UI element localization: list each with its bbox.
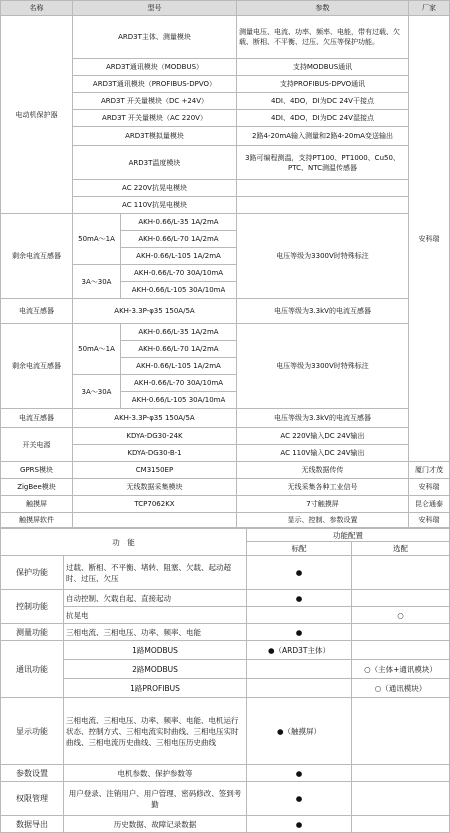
standard-dot: ● [247,816,352,833]
table-row [1,765,450,782]
product-table-header [1,1,450,16]
table-row [1,624,450,641]
table-row [1,299,450,324]
standard-cell [247,607,352,624]
standard-dot: ● [247,624,352,641]
header-name: 名称 [1,1,73,16]
param-cell: 4DI、4DO，DI为DC 24V干接点 [237,93,409,110]
touchscreen-name: 触摸屏 [1,496,73,513]
optional-cell [352,698,450,765]
vendor-acrel: 安科瑞 [409,16,450,462]
ct-name: 电流互感器 [1,409,73,428]
header-model: 型号 [73,1,237,16]
table-row [1,698,450,765]
standard-dot: ● [247,765,352,782]
model-cell: AKH-0.66/L-70 30A/10mA [121,265,237,282]
comm-desc: 1路MODBUS [64,641,247,660]
software-name: 触摸屏软件 [1,513,73,528]
export-desc: 历史数据、故障记录数据 [64,816,247,833]
model-cell [73,513,237,528]
model-cell: ARD3T 开关量模块（AC 220V） [73,110,237,127]
model-cell: AKH-0.66/L-70 30A/10mA [121,375,237,392]
param-cell: 支持MODBUS通讯 [237,59,409,76]
residual-ct-name: 剩余电流互感器 [1,214,73,299]
optional-cell [352,765,450,782]
standard-dot: ● [247,590,352,607]
model-cell: AKH-0.66/L-105 30A/10mA [121,392,237,409]
table-row [1,428,450,445]
switch-power-name: 开关电源 [1,428,73,462]
model-cell: AKH-0.66/L-105 30A/10mA [121,282,237,299]
param-cell: 测量电压、电流、功率、频率、电能，带有过载、欠载、断相、不平衡、过压、欠压等保护功能。 [237,16,409,59]
model-cell: KDYA-DG30-24K [73,428,237,445]
control-desc: 抗晃电 [64,607,247,624]
protect-name: 保护功能 [1,556,64,590]
model-cell: ARD3T模拟量模块 [73,127,237,146]
optional-cell: ○（主体+通讯模块） [352,660,450,679]
control-desc: 自动控制、欠载自起、直接起动 [64,590,247,607]
param-cell: 电压等级为3300V时特殊标注 [237,214,409,299]
model-cell: KDYA-DG30-B-1 [73,445,237,462]
standard-cell [247,660,352,679]
standard-cell [247,679,352,698]
table-row [1,214,450,231]
gprs-name: GPRS模块 [1,462,73,479]
model-cell: AKH-0.66/L-70 1A/2mA [121,231,237,248]
optional-cell [352,624,450,641]
display-name: 显示功能 [1,698,64,765]
range-cell: 3A～30A [73,265,121,299]
param-setting-name: 参数设置 [1,765,64,782]
comm-name: 通讯功能 [1,641,64,698]
header-optional: 选配 [352,542,450,556]
param-cell: 无线采集各种工业信号 [237,479,409,496]
export-name: 数据导出 [1,816,64,833]
measure-desc: 三相电流、三相电压、功率、频率、电能 [64,624,247,641]
motor-protector-name: 电动机保护器 [1,16,73,214]
table-row [1,513,450,528]
table-row [1,409,450,428]
model-cell: ARD3T通讯模块（PROFIBUS-DPVO） [73,76,237,93]
function-table-header [1,529,450,542]
table-row [1,462,450,479]
model-cell: TCP7062KX [73,496,237,513]
optional-cell [352,816,450,833]
vendor-cell: 安科瑞 [409,479,450,496]
param-cell: 2路4-20mA输入测量和2路4-20mA变送输出 [237,127,409,146]
zigbee-name: ZigBee模块 [1,479,73,496]
param-cell [237,197,409,214]
optional-cell [352,590,450,607]
vendor-cell: 安科瑞 [409,513,450,528]
range-cell: 50mA～1A [73,214,121,265]
model-cell: AC 220V抗晃电模块 [73,180,237,197]
optional-circle: ○ [352,607,450,624]
auth-desc: 用户登录、注销用户、用户管理、密码修改、签到考勤 [64,782,247,816]
optional-cell [352,641,450,660]
display-desc: 三相电流、三相电压、功率、频率、电能、电机运行状态、控制方式、三相电流实时曲线、三相电压实时曲线、三相电流历史曲线、三相电压历史曲线 [64,698,247,765]
model-cell: ARD3T 开关量模块（DC +24V） [73,93,237,110]
comm-desc: 2路MODBUS [64,660,247,679]
table-row [1,590,450,607]
model-cell: AKH-0.66/L-35 1A/2mA [121,324,237,341]
param-cell: 支持PROFIBUS-DPVO通讯 [237,76,409,93]
model-cell: AKH-0.66/L-105 1A/2mA [121,358,237,375]
table-row [1,479,450,496]
table-row [1,16,450,59]
model-cell: AC 110V抗晃电模块 [73,197,237,214]
comm-desc: 1路PROFIBUS [64,679,247,698]
header-config: 功能配置 [247,529,450,542]
param-cell: AC 110V输入DC 24V输出 [237,445,409,462]
header-function: 功 能 [1,529,247,556]
table-row [1,556,450,590]
auth-name: 权限管理 [1,782,64,816]
protect-desc: 过载、断相、不平衡、堵转、阻塞、欠载、起动超时、过压、欠压 [64,556,247,590]
header-param: 参数 [237,1,409,16]
param-cell: 3路可编程测温，支持PT100、PT1000、Cu50、PTC、NTC测温传感器 [237,146,409,180]
table-row [1,607,450,624]
residual-ct-name: 剩余电流互感器 [1,324,73,409]
model-cell: CM3150EP [73,462,237,479]
table-row [1,816,450,833]
vendor-cell: 厦门才茂 [409,462,450,479]
measure-name: 测量功能 [1,624,64,641]
param-cell: 电压等级为3.3kV的电流互感器 [237,299,409,324]
table-row [1,496,450,513]
model-cell: ARD3T通讯模块（MODBUS） [73,59,237,76]
table-row [1,679,450,698]
table-row [1,324,450,341]
control-name: 控制功能 [1,590,64,624]
standard-dot: ● [247,556,352,590]
model-cell: 无线数据采集模块 [73,479,237,496]
table-row [1,782,450,816]
param-cell [237,180,409,197]
param-setting-desc: 电机参数、保护参数等 [64,765,247,782]
param-cell: AC 220V输入DC 24V输出 [237,428,409,445]
model-cell: AKH-3.3P-φ35 150A/5A [73,409,237,428]
optional-cell [352,556,450,590]
vendor-cell: 昆仑通泰 [409,496,450,513]
function-table [0,528,450,833]
param-cell: 电压等级为3.3kV的电流互感器 [237,409,409,428]
model-cell: AKH-0.66/L-70 1A/2mA [121,341,237,358]
optional-cell [352,782,450,816]
range-cell: 3A～30A [73,375,121,409]
model-cell: ARD3T主体、测量模块 [73,16,237,59]
header-vendor: 厂家 [409,1,450,16]
standard-cell: ●（ARD3T主体） [247,641,352,660]
param-cell: 无线数据传传 [237,462,409,479]
range-cell: 50mA～1A [73,324,121,375]
param-cell: 显示、控制、参数设置 [237,513,409,528]
model-cell: ARD3T温度模块 [73,146,237,180]
optional-cell: ○（通讯模块） [352,679,450,698]
standard-cell: ●（触摸屏） [247,698,352,765]
param-cell: 电压等级为3300V时特殊标注 [237,324,409,409]
param-cell: 7寸触摸屏 [237,496,409,513]
table-row [1,641,450,660]
ct-name: 电流互感器 [1,299,73,324]
model-cell: AKH-0.66/L-35 1A/2mA [121,214,237,231]
model-cell: AKH-0.66/L-105 1A/2mA [121,248,237,265]
model-cell: AKH-3.3P-φ35 150A/5A [73,299,237,324]
standard-dot: ● [247,782,352,816]
header-standard: 标配 [247,542,352,556]
param-cell: 4DI、4DO，DI为DC 24V湿接点 [237,110,409,127]
table-row [1,660,450,679]
